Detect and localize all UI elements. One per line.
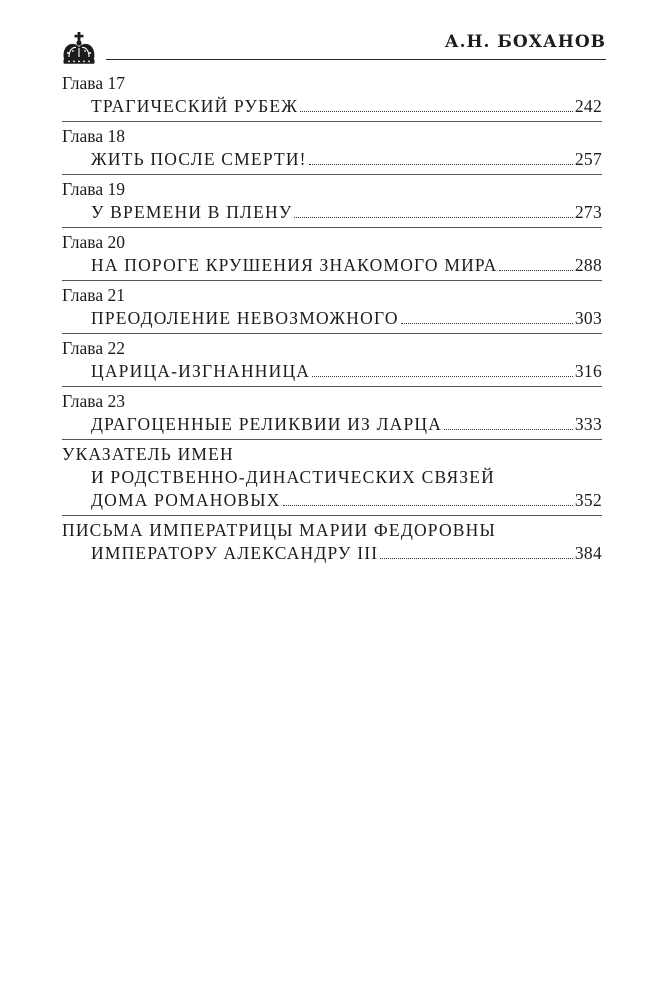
toc-entry-index[interactable] (62, 443, 602, 512)
toc-entry-chapter-22[interactable] (62, 337, 602, 383)
chapter-title: ТРАГИЧЕСКИЙ РУБЕЖ (91, 96, 299, 116)
toc-entry-chapter-17[interactable] (62, 72, 602, 118)
chapter-title: ЖИТЬ ПОСЛЕ СМЕРТИ! (91, 149, 307, 169)
chapter-label: Глава 21 (62, 285, 125, 305)
chapter-label: Глава 17 (62, 73, 125, 93)
page-number: 333 (574, 414, 602, 434)
dot-leader (294, 217, 572, 218)
toc-entry-chapter-23[interactable] (62, 390, 602, 436)
page-number: 352 (574, 490, 602, 510)
dot-leader (499, 270, 572, 271)
entry-divider (62, 386, 602, 387)
chapter-title: ЦАРИЦА-ИЗГНАННИЦА (91, 361, 311, 381)
index-title-line-3: ДОМА РОМАНОВЫХ (91, 490, 281, 510)
chapter-label: Глава 22 (62, 338, 125, 358)
toc-entry-chapter-21[interactable] (62, 284, 602, 330)
chapter-label: Глава 19 (62, 179, 125, 199)
dot-leader (300, 111, 573, 112)
header-rule (106, 59, 606, 60)
dot-leader (283, 505, 573, 506)
table-of-contents (62, 72, 602, 568)
dot-leader (309, 164, 573, 165)
entry-divider (62, 333, 602, 334)
toc-entry-chapter-18[interactable] (62, 125, 602, 171)
entry-divider (62, 515, 602, 516)
chapter-title: ПРЕОДОЛЕНИЕ НЕВОЗМОЖНОГО (91, 308, 399, 328)
chapter-title: У ВРЕМЕНИ В ПЛЕНУ (91, 202, 293, 222)
page-number: 288 (574, 255, 602, 275)
page-number: 316 (574, 361, 602, 381)
chapter-title: ДРАГОЦЕННЫЕ РЕЛИКВИИ ИЗ ЛАРЦА (91, 414, 443, 434)
chapter-label: Глава 23 (62, 391, 125, 411)
author-name: А.Н. БОХАНОВ (444, 32, 606, 52)
chapter-label: Глава 20 (62, 232, 125, 252)
entry-divider (62, 174, 602, 175)
entry-divider (62, 121, 602, 122)
page-number: 384 (574, 543, 602, 563)
toc-entry-chapter-19[interactable] (62, 178, 602, 224)
dot-leader (401, 323, 573, 324)
page-number: 303 (574, 308, 602, 328)
dot-leader (444, 429, 573, 430)
index-title-line-1: УКАЗАТЕЛЬ ИМЕН (62, 444, 234, 464)
index-title-line-2: И РОДСТВЕННО-ДИНАСТИЧЕСКИХ СВЯЗЕЙ (91, 467, 496, 487)
page-number: 242 (574, 96, 602, 116)
entry-divider (62, 439, 602, 440)
page-number: 257 (574, 149, 602, 169)
page-number: 273 (574, 202, 602, 222)
chapter-label: Глава 18 (62, 126, 125, 146)
toc-entry-letters[interactable] (62, 519, 602, 565)
page-header (60, 28, 606, 68)
dot-leader (312, 376, 573, 377)
entry-divider (62, 280, 602, 281)
entry-divider (62, 227, 602, 228)
crown-icon (60, 32, 98, 66)
dot-leader (380, 558, 573, 559)
letters-title-line-2: ИМПЕРАТОРУ АЛЕКСАНДРУ III (91, 543, 379, 563)
letters-title-line-1: ПИСЬМА ИМПЕРАТРИЦЫ МАРИИ ФЕДОРОВНЫ (62, 520, 496, 540)
toc-entry-chapter-20[interactable] (62, 231, 602, 277)
chapter-title: НА ПОРОГЕ КРУШЕНИЯ ЗНАКОМОГО МИРА (91, 255, 498, 275)
